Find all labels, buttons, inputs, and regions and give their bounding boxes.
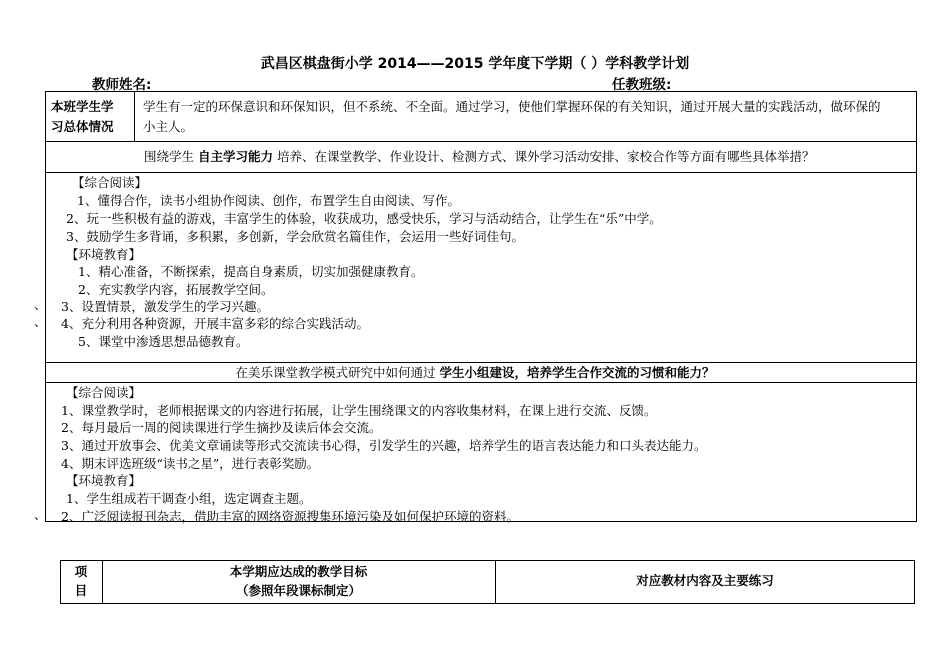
section2-mark: 、 (34, 507, 47, 522)
section2-line: 1、学生组成若干调查小组，选定调查主题。 (66, 491, 312, 506)
section1-line: 1、懂得合作，读书小组协作阅读、创作，布置学生自由阅读、写作。 (77, 193, 460, 208)
section2-line: 1、课堂教学时，老师根据课文的内容进行拓展，让学生围绕课文的内容收集材料，在课上进行交流、反馈。 (61, 403, 657, 418)
section2-line: 2、每月最后一周的阅读课进行学生摘抄及读后体会交流。 (61, 420, 382, 435)
summary-label-line1: 本班学生学 (51, 99, 114, 114)
section1-mark: 、 (34, 297, 47, 312)
col-materials: 对应教材内容及主要练习 (636, 573, 774, 588)
teacher-name-label: 教师姓名: (92, 77, 152, 93)
section1-line: 【综合阅读】 (72, 175, 148, 190)
summary-label-line2: 习总体情况 (51, 119, 114, 134)
col-item-line1: 项 (74, 564, 88, 579)
section2-line: 2、广泛阅读报刊杂志，借助丰富的网络资源搜集环境污染及如何保护环境的资料。 (61, 509, 519, 524)
col-objectives-line1: 本学期应达成的教学目标 (229, 564, 368, 579)
section2-line: 【综合阅读】 (66, 385, 142, 400)
section1-mark: 、 (34, 314, 47, 329)
section1-line: 1、精心准备，不断探索，提高自身素质，切实加强健康教育。 (78, 264, 424, 279)
section1-line: 3、鼓励学生多背诵，多积累，多创新，学会欣赏名篇佳作，会运用一些好词佳句。 (66, 229, 524, 244)
section2-line: 4、期末评选班级“读书之星”，进行表彰奖励。 (61, 456, 320, 471)
section2-line: 【环境教育】 (66, 473, 142, 488)
section1-line: 【环境教育】 (66, 247, 142, 262)
col-objectives-line2: （参照年段课标制定） (235, 583, 361, 598)
section1-line: 5、课堂中渗透思想品德教育。 (78, 334, 249, 349)
section1-question: 围绕学生 自主学习能力 培养、在课堂教学、作业设计、检测方式、课外学习活动安排、家校合作等方面有哪些具体举措？ (144, 149, 815, 164)
section2-line: 3、通过开放事会、优美文章诵读等形式交流读书心得，引发学生的兴趣，培养学生的语言表达能力和口头表达能力。 (61, 438, 707, 453)
summary-text-line1: 学生有一定的环保意识和环保知识，但不系统、不全面。通过学习，使他们掌握环保的有关知识，通过开展大量的实践活动，做环保的 (143, 99, 881, 114)
section1-line: 4、充分利用各种资源，开展丰富多彩的综合实践活动。 (61, 316, 369, 331)
section1-line: 3、设置情景，激发学生的学习兴趣。 (61, 299, 269, 314)
col-item-line2: 目 (74, 583, 88, 598)
section2-question: 在美乐课堂教学模式研究中如何通过 学生小组建设，培养学生合作交流的习惯和能力？ (235, 365, 715, 380)
page-title: 武昌区棋盘街小学 2014——2015 学年度下学期（ ）学科教学计划 (260, 56, 690, 72)
summary-text-line2: 小主人。 (143, 119, 194, 134)
section1-line: 2、充实教学内容，拓展教学空间。 (78, 282, 274, 297)
class-label: 任教班级: (612, 77, 672, 93)
section1-line: 2、玩一些积极有益的游戏，丰富学生的体验，收获成功，感受快乐，学习与活动结合，让学生在“乐”中学。 (66, 211, 662, 226)
